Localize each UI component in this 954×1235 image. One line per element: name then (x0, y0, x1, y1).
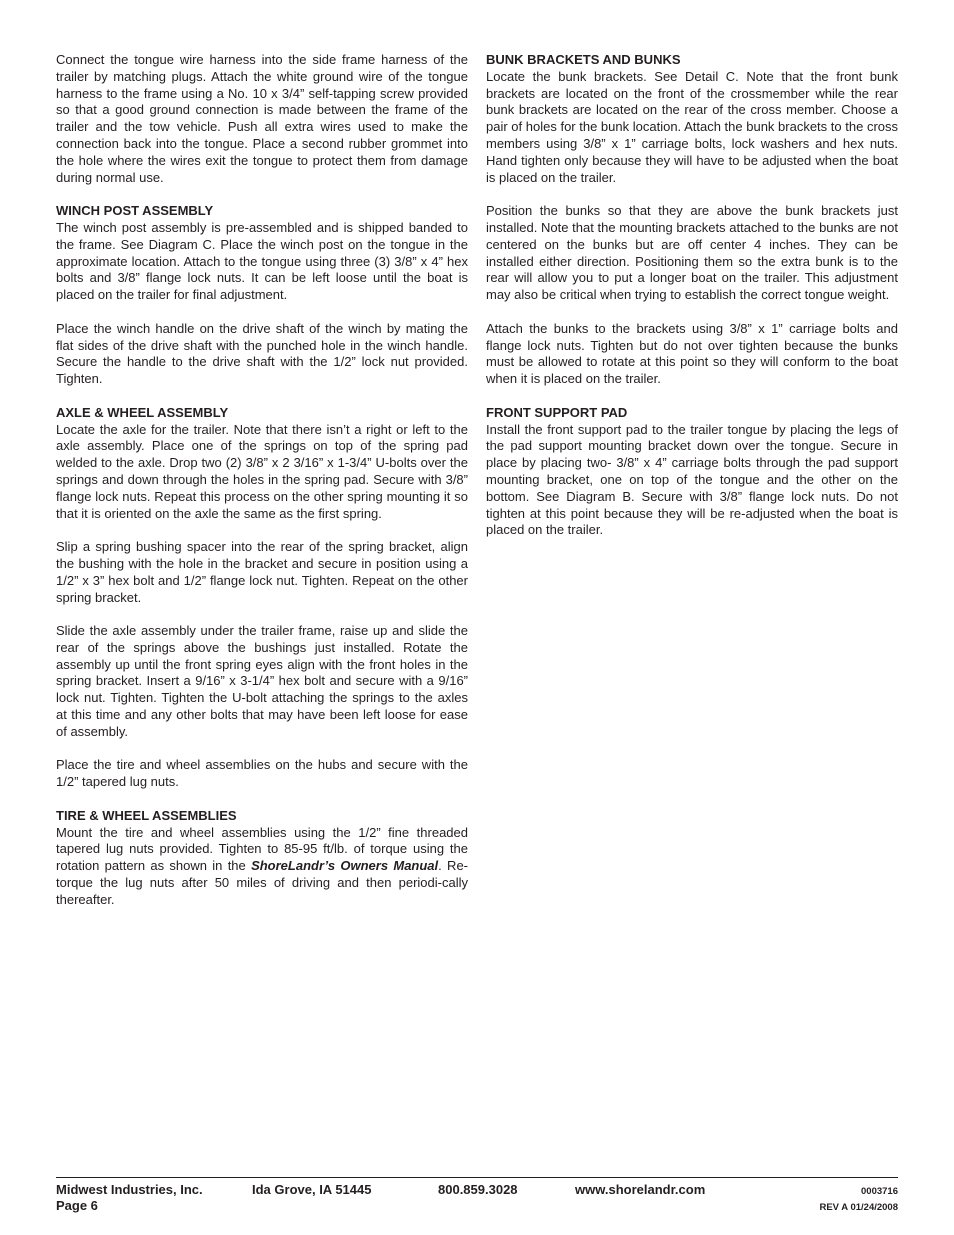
axle-wheel-heading: AXLE & WHEEL ASSEMBLY (56, 404, 229, 420)
footer-phone: 800.859.3028 (438, 1182, 518, 1197)
bunk-brackets-heading: BUNK BRACKETS AND BUNKS (486, 52, 681, 67)
axle-paragraph-4: Place the tire and wheel assemblies on the hubs and secure with the 1/2” tapered lug nuts. (56, 757, 468, 790)
footer-company: Midwest Industries, Inc. (56, 1182, 203, 1197)
right-column (486, 52, 898, 539)
winch-post-heading: WINCH POST ASSEMBLY (56, 203, 214, 219)
bunk-paragraph-1: Locate the bunk brackets. See Detail C. Note that the front bunk brackets are located on the front of the crossmember while the rear bunk brackets are located on the rear of the cross member. Choose a pair of holes for the bunk location. Attach the bunk brackets to the cross members using 3/8” x 1” carriage bolts, lock washers and hex nuts. Hand tighten only because they will have to be adjusted when the boat is placed on the trailer. (486, 68, 898, 185)
footer-revision: REV A 01/24/2008 (819, 1202, 898, 1213)
bunk-paragraph-2: Position the bunks so that they are above the bunk brackets just installed. Note that the mounting brackets attached to the bunks are not centered on the bunks but are off center 4 inches. They can be installed either direction. Positioning them so the extra bunk is to the rear will allow you to put a longer boat on the trailer. This adjustment may also be critical when trying to establish the correct tongue weight. (486, 203, 898, 303)
footer-doc-number: 0003716 (861, 1186, 898, 1197)
front-support-pad-paragraph: Install the front support pad to the trailer tongue by placing the legs of the pad support mounting bracket down over the tongue. Secure in place by placing two- 3/8” x 4” carriage bolts through the pad support mounting bracket, one on top of the tongue and the other on the bottom. See Diagram B. Secure with 3/8” flange lock nuts. Do not tighten at this point because they will be re-adjusted when the boat is placed on the trailer. (486, 421, 898, 538)
owners-manual-title: ShoreLandr’s Owners Manual (251, 858, 439, 874)
axle-paragraph-1: Locate the axle for the trailer. Note that there isn’t a right or left to the axle assembly. Place one of the springs on top of the spring pad welded to the axle. Drop two (2) 3/8” x 2 3/16” x 1-3/4” U-bolts over the springs and down through the holes in the spring pad. Secure with 3/8” flange lock nuts. Repeat this process on the other spring mounting it so that it is oriented on the axle the same as the first spring. (56, 421, 468, 521)
footer-location: Ida Grove, IA 51445 (252, 1182, 372, 1197)
footer-website: www.shorelandr.com (575, 1182, 706, 1197)
tire-text-part-2: . Re-torque the lug nuts after 50 miles of driving and then periodi-cally thereafter. (56, 858, 469, 907)
footer-divider (56, 1177, 898, 1178)
winch-post-paragraph-1: The winch post assembly is pre-assembled and is shipped banded to the frame. See Diagram C. Place the winch post on the tongue in the approximate location. Attach to the tongue using three (3) 3/8” x 4” hex bolts and 3/8” flange lock nuts. It can be left loose until the boat is placed on the trailer for final adjustment. (56, 219, 468, 303)
winch-post-paragraph-2: Place the winch handle on the drive shaft of the winch by mating the flat sides of the drive shaft with the punched hole in the winch handle. Secure the handle to the drive shaft with the 1/2” lock nut provided. Tighten. (56, 320, 468, 387)
footer-page-number: Page 6 (56, 1198, 98, 1213)
axle-paragraph-3: Slide the axle assembly under the trailer frame, raise up and slide the rear of the springs above the bushings just installed. Rotate the assembly up until the front spring eyes align with the front holes in the spring bracket. Insert a 9/16” x 3-1/4” hex bolt and secure with a 9/16” lock nut. Tighten. Tighten the U-bolt attaching the springs to the axles at this time and any other bolts that may have been left loose for ease of assembly. (56, 623, 468, 739)
tire-text-part-1: Mount the tire and wheel assemblies using the 1/2” fine threaded tapered lug nuts provided. Tighten to 85-95 ft/lb. of torque using the rotation pattern as shown in the (56, 824, 468, 874)
axle-paragraph-2: Slip a spring bushing spacer into the rear of the spring bracket, align the bushing with the hole in the bracket and secure in position using a 1/2” x 3” hex bolt and 1/2” flange lock nut. Tighten. Repeat on the other spring bracket. (56, 539, 468, 605)
left-column (56, 52, 468, 909)
tongue-harness-paragraph: Connect the tongue wire harness into the side frame harness of the trailer by matching plugs. Attach the white ground wire of the tongue harness to the frame using a No. 10 x 3/4” self-tapping screw provided so that a good ground connection is made between the frame of the trailer and the tow vehicle. Push all extra wires used to make the connection back into the tongue. Place a second rubber grommet into the hole where the wires exit the tongue to protect them from damage during normal use. (56, 52, 468, 185)
tire-wheel-paragraph (56, 825, 468, 909)
bunk-paragraph-3: Attach the bunks to the brackets using 3/8” x 1” carriage bolts and flange lock nuts. Tighten but do not over tighten because the bunks must be allowed to rotate at this point so they will conform to the boat when it is placed on the trailer. (486, 320, 898, 387)
tire-wheel-heading: TIRE & WHEEL ASSEMBLIES (56, 807, 237, 823)
front-support-pad-heading: FRONT SUPPORT PAD (486, 404, 628, 420)
